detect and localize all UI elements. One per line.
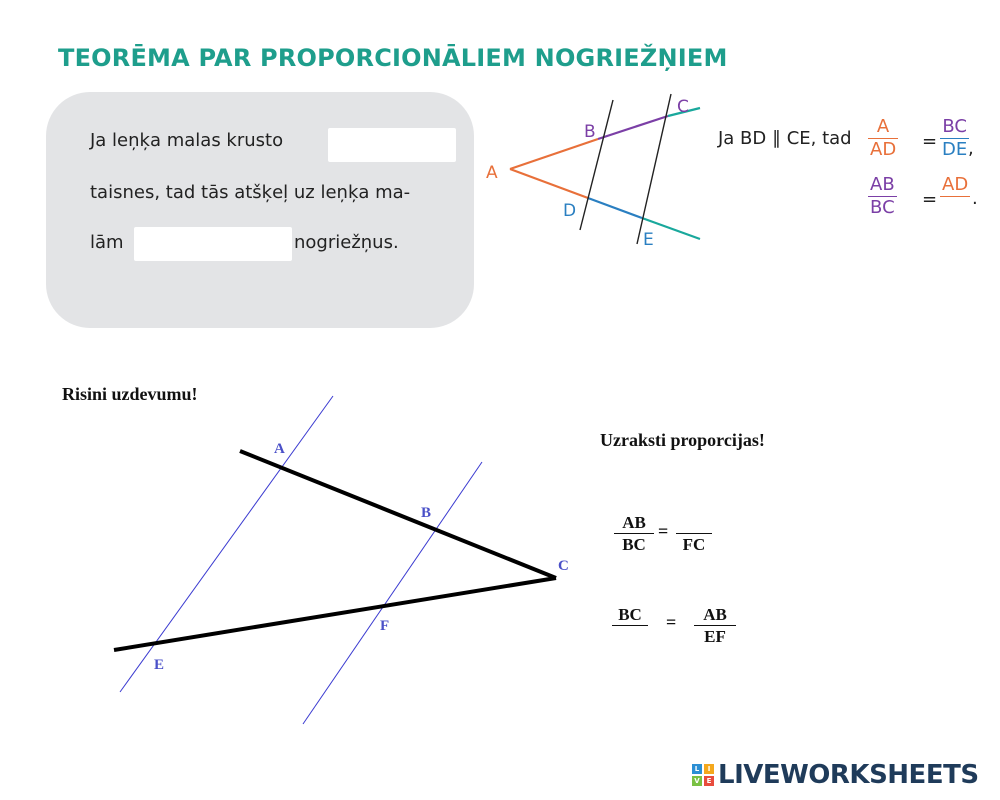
fraction-denominator-blank[interactable] (612, 625, 648, 647)
proportion-2-rhs (694, 604, 736, 647)
logo-cube: I (704, 764, 714, 774)
point-label-e: E (154, 657, 165, 673)
fraction-numerator: AD (942, 174, 969, 195)
equals-sign: = (922, 131, 938, 152)
fraction-bc-over-de (940, 116, 969, 161)
exercise-diagram (100, 390, 580, 730)
liveworksheets-logo (692, 760, 979, 790)
period: . (972, 188, 978, 209)
fraction-a-over-ad (868, 116, 898, 161)
theorem-line-1: Ja leņķa malas krusto (90, 130, 284, 151)
worksheet-title: TEORĒMA PAR PROPORCIONĀLIEM NOGRIEŽŅIEM (58, 44, 728, 72)
angle-diagram-1 (480, 88, 710, 258)
answer-input-3[interactable] (676, 515, 712, 535)
proportion-2-lhs (612, 604, 648, 647)
fraction-numerator: AB (870, 174, 895, 195)
fraction-denominator: AD (870, 139, 897, 160)
side-ce (114, 578, 556, 650)
logo-cube: E (704, 776, 714, 786)
point-label-b: B (584, 122, 596, 142)
fraction-numerator: AB (703, 605, 727, 624)
equals-sign: = (658, 521, 669, 541)
theorem-line-3-start: lām (90, 232, 124, 253)
parallel-line-bd (580, 100, 613, 230)
proportion-1-rhs (676, 512, 712, 555)
point-label-a: A (486, 163, 498, 183)
fraction-numerator: BC (942, 116, 967, 137)
fraction-numerator: A (876, 116, 890, 137)
parallel-line-ae (120, 396, 333, 692)
blank-field-2[interactable] (134, 227, 292, 261)
fraction-denominator: FC (676, 533, 712, 555)
point-label-c: C (558, 558, 569, 574)
side-ac (240, 451, 556, 578)
fraction-numerator: AB (622, 513, 646, 532)
fraction-denominator: DE (942, 139, 968, 160)
comma: , (968, 138, 974, 159)
answer-input-1[interactable] (328, 128, 456, 162)
answer-input-2[interactable] (134, 227, 292, 261)
point-label-d: D (563, 201, 577, 221)
fraction-denominator: BC (868, 196, 897, 219)
theorem-line-3-end: nogriežņus. (294, 232, 399, 253)
brand-name: LIVEWORKSHEETS (718, 760, 979, 790)
point-label-e: E (643, 230, 654, 250)
rule-intro: Ja BD ∥ CE, tad (718, 128, 852, 149)
logo-cubes-icon (692, 764, 714, 786)
fraction-ab-over-bc (868, 174, 897, 219)
point-label-f: F (380, 618, 390, 634)
theorem-text (62, 112, 460, 252)
logo-cube: L (692, 764, 702, 774)
fraction-denominator: EF (694, 625, 736, 647)
fraction-numerator-blank[interactable] (676, 512, 712, 533)
answer-input-4[interactable] (612, 629, 648, 649)
fraction-denominator: BC (614, 533, 654, 555)
theorem-line-2: taisnes, tad tās atšķeļ uz leņķa ma- (90, 182, 411, 203)
fraction-denominator (940, 196, 970, 211)
logo-cube: V (692, 776, 702, 786)
fraction-ad-over-blank (940, 174, 970, 211)
ray-ab (510, 139, 598, 169)
proportion-1-lhs (614, 512, 654, 555)
blank-field-1[interactable] (328, 128, 456, 162)
equals-sign: = (666, 612, 677, 632)
equals-sign: = (922, 189, 938, 210)
proportions-heading: Uzraksti proporcijas! (600, 430, 765, 450)
ray-ad (510, 169, 588, 198)
fraction-numerator: BC (618, 605, 642, 624)
segment-de (588, 198, 642, 218)
point-label-b: B (421, 505, 432, 521)
point-label-a: A (274, 441, 285, 457)
exercise-heading: Risini uzdevumu! (62, 384, 198, 404)
point-label-c: C (677, 97, 689, 117)
